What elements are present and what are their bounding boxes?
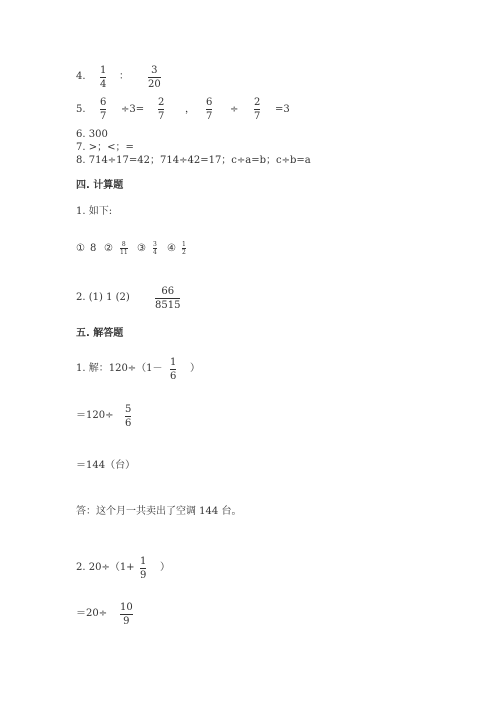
q5-label: 5. bbox=[76, 104, 86, 115]
denominator: 4 bbox=[100, 79, 107, 90]
q5-fraction-3 bbox=[206, 97, 212, 122]
fraction-bar bbox=[206, 109, 212, 110]
numerator: 3 bbox=[151, 65, 158, 76]
s4-p2-fraction bbox=[155, 286, 180, 311]
fraction-bar bbox=[155, 298, 180, 299]
denominator: 11 bbox=[120, 249, 128, 256]
numerator: 3 bbox=[153, 241, 157, 248]
q7-answer: 7. >；<；= bbox=[76, 142, 134, 153]
q6-answer: 6. 300 bbox=[76, 129, 108, 140]
denominator: 6 bbox=[170, 371, 177, 382]
denominator: 2 bbox=[182, 249, 186, 256]
denominator: 7 bbox=[158, 111, 165, 122]
fraction-bar bbox=[140, 568, 146, 569]
s4-p1-label: 1. 如下: bbox=[76, 206, 113, 217]
q5-fraction-1 bbox=[100, 97, 106, 122]
s5-p1-line3: ＝144（台） bbox=[76, 460, 136, 471]
denominator: 6 bbox=[125, 418, 132, 429]
fraction-bar bbox=[170, 369, 176, 370]
numerator: 1 bbox=[140, 556, 147, 567]
circled-number-4: ④ bbox=[167, 243, 176, 254]
denominator: 9 bbox=[140, 570, 147, 581]
circled-number-1: ① bbox=[76, 243, 85, 254]
section-5-title: 五. 解答题 bbox=[76, 328, 124, 339]
fraction-bar bbox=[158, 109, 164, 110]
q5-fraction-2 bbox=[158, 97, 164, 122]
denominator: 7 bbox=[206, 111, 213, 122]
s5-p1-line1-fraction bbox=[170, 357, 176, 382]
s5-p1-line1-close: ） bbox=[190, 363, 200, 374]
q4-separator: ： bbox=[119, 71, 129, 82]
numerator: 8 bbox=[121, 241, 126, 248]
q4-fraction-2 bbox=[148, 65, 161, 90]
answer-4-fraction bbox=[182, 241, 186, 256]
s5-p2-line1-close: ） bbox=[160, 562, 170, 573]
denominator: 4 bbox=[153, 249, 157, 256]
s5-p1-answer: 答：这个月一共卖出了空调 144 台。 bbox=[76, 506, 242, 517]
q5-operator-2: ÷ bbox=[230, 104, 239, 115]
fraction-bar bbox=[120, 614, 133, 615]
q5-result: =3 bbox=[275, 104, 290, 115]
circled-number-3: ③ bbox=[137, 243, 146, 254]
s5-p2-line2-fraction bbox=[120, 602, 133, 627]
q5-operator-1: ÷3= bbox=[121, 104, 145, 115]
numerator: 66 bbox=[161, 286, 175, 297]
section-4-title: 四. 计算题 bbox=[76, 180, 124, 191]
answer-2-fraction bbox=[120, 241, 128, 256]
numerator: 1 bbox=[100, 65, 107, 76]
denominator: 9 bbox=[123, 616, 130, 627]
q4-fraction-1 bbox=[100, 65, 106, 90]
fraction-bar bbox=[125, 416, 131, 417]
numerator: 2 bbox=[254, 97, 261, 108]
q4-label: 4. bbox=[76, 71, 86, 82]
denominator: 7 bbox=[254, 111, 261, 122]
fraction-bar bbox=[254, 109, 260, 110]
numerator: 1 bbox=[182, 241, 186, 248]
s5-p2-line1-text: 2. 20÷（1+ bbox=[76, 562, 135, 573]
answer-3-fraction bbox=[153, 241, 157, 256]
numerator: 2 bbox=[158, 97, 165, 108]
numerator: 5 bbox=[125, 404, 132, 415]
numerator: 10 bbox=[120, 602, 133, 613]
denominator: 20 bbox=[148, 79, 161, 90]
fraction-bar bbox=[100, 77, 106, 78]
fraction-bar bbox=[148, 77, 161, 78]
answer-1-value: 8 bbox=[90, 243, 97, 254]
numerator: 6 bbox=[100, 97, 107, 108]
denominator: 7 bbox=[100, 111, 107, 122]
s5-p2-line2-text: ＝20÷ bbox=[76, 608, 108, 619]
fraction-bar bbox=[100, 109, 106, 110]
s5-p1-line1-text: 1. 解：120÷（1－ bbox=[76, 363, 163, 374]
q5-fraction-4 bbox=[254, 97, 260, 122]
denominator: 8515 bbox=[155, 300, 181, 311]
q8-answer: 8. 714÷17=42；714÷42=17；c÷a=b；c÷b=a bbox=[76, 155, 311, 166]
s5-p1-line2-fraction bbox=[125, 404, 131, 429]
s4-p2-text: 2. (1) 1 (2) bbox=[76, 292, 130, 303]
q5-comma: ， bbox=[185, 104, 195, 115]
numerator: 6 bbox=[206, 97, 213, 108]
numerator: 1 bbox=[170, 357, 177, 368]
s5-p1-line2-text: ＝120÷ bbox=[76, 410, 114, 421]
circled-number-2: ② bbox=[104, 243, 113, 254]
s5-p2-line1-fraction bbox=[140, 556, 146, 581]
